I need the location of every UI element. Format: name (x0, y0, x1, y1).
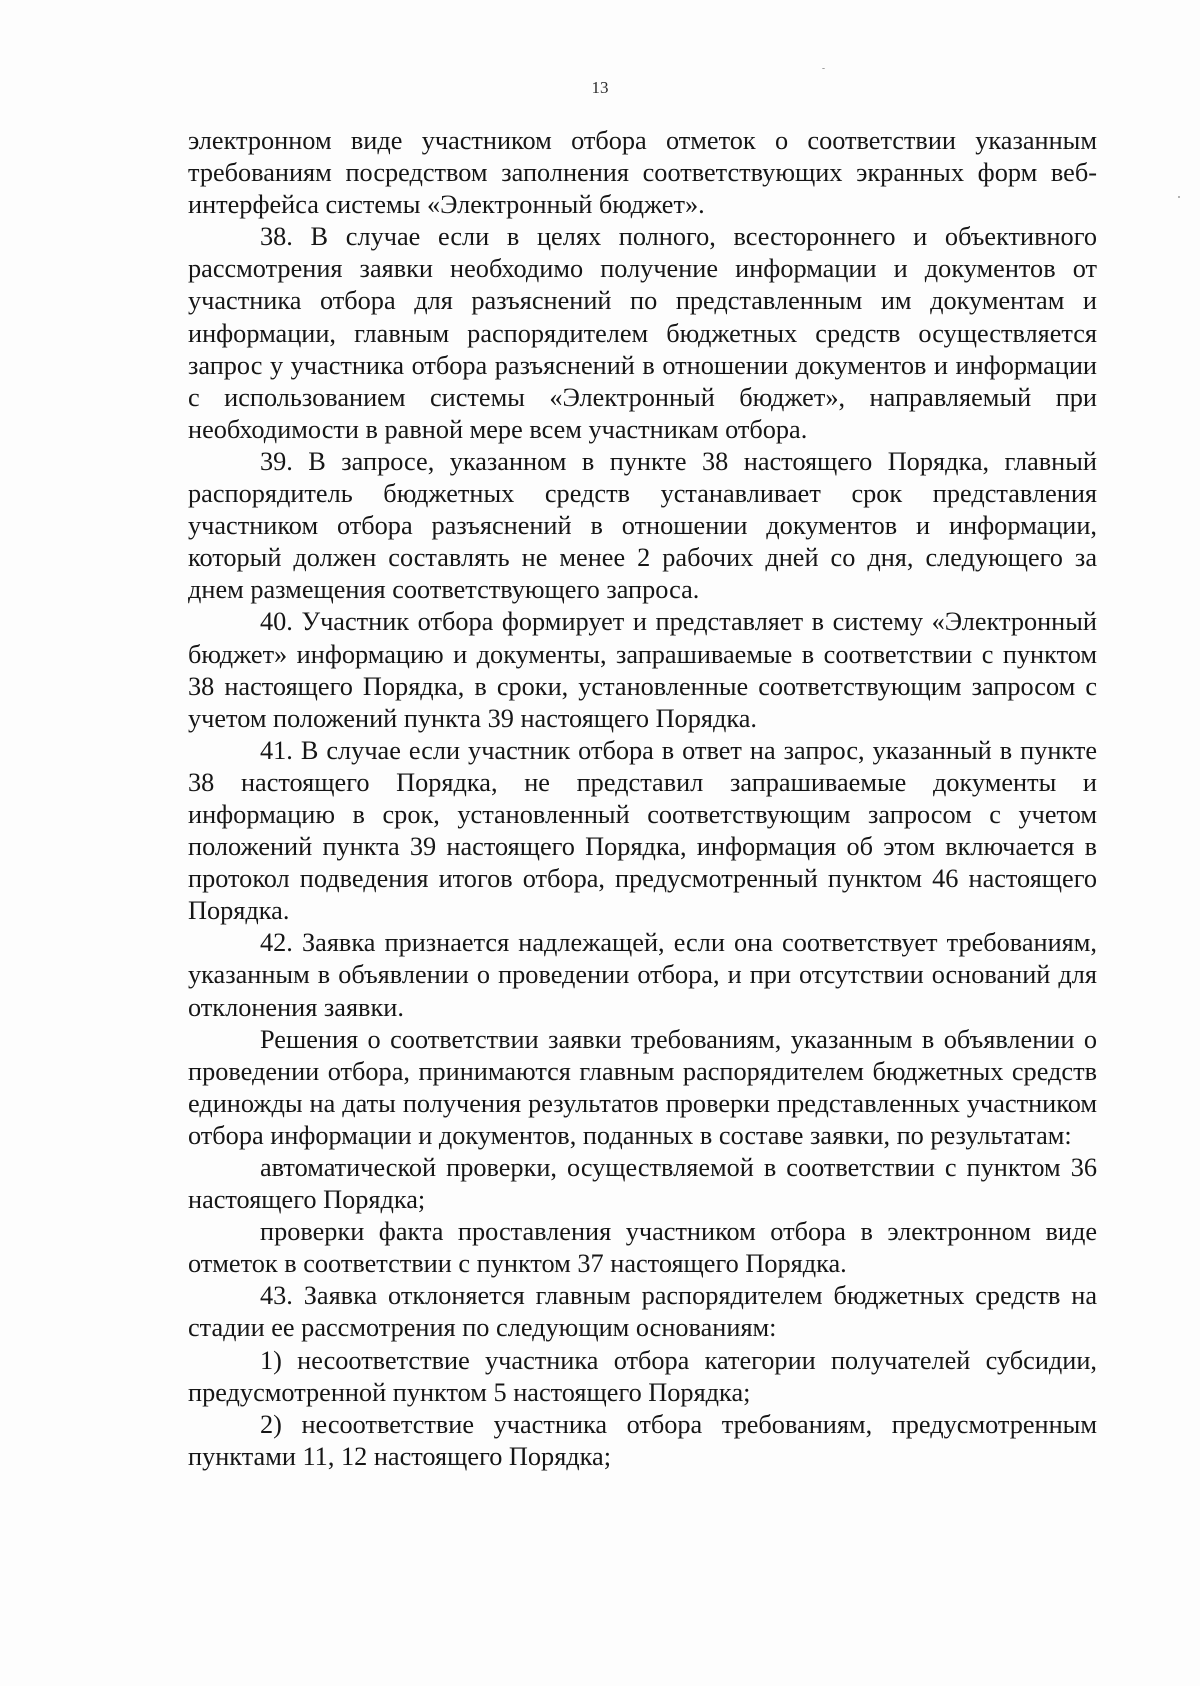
scan-speck (1178, 196, 1180, 198)
paragraph-41: 41. В случае если участник отбора в ответ на запрос, указанный в пункте 38 настоящего Порядка, не представил запрашиваемые документы и информацию в срок, установленный соответствующим запросом с учетом положений пункта 39 настоящего Порядка, информация об этом включается в протокол подведения итогов отбора, предусмотренный пунктом 46 настоящего Порядка. (188, 735, 1097, 926)
page-number: 13 (591, 78, 609, 97)
document-body (188, 125, 1097, 1473)
paragraph-39: 39. В запросе, указанном в пункте 38 настоящего Порядка, главный распорядитель бюджетных средств устанавливает срок представления участником отбора разъяснений в отношении документов и информации, который должен составлять не менее 2 рабочих дней со дня, следующего за днем размещения соответствующего запроса. (188, 446, 1097, 605)
list-item-1: 1) несоответствие участника отбора категории получателей субсидии, предусмотренной пунктом 5 настоящего Порядка; (188, 1345, 1097, 1407)
paragraph-automatic-check: автоматической проверки, осуществляемой в соответствии с пунктом 36 настоящего Порядка; (188, 1153, 1097, 1215)
paragraph-decisions: Решения о соответствии заявки требованиям, указанным в объявлении о проведении отбора, принимаются главным распорядителем бюджетных средств единожды на даты получения результатов проверки представленных участником отбора информации и документов, поданных в составе заявки, по результатам: (188, 1024, 1097, 1150)
paragraph-42: 42. Заявка признается надлежащей, если она соответствует требованиям, указанным в объявлении о проведении отбора, и при отсутствии оснований для отклонения заявки. (188, 928, 1097, 1022)
paragraph-continuation: электронном виде участником отбора отметок о соответствии указанным требованиям посредством заполнения соответствующих экранных форм веб-интерфейса системы «Электронный бюджет». (188, 126, 1097, 220)
paragraph-38: 38. В случае если в целях полного, всестороннего и объективного рассмотрения заявки необходимо получение информации и документов от участника отбора для разъяснений по представленным им документам и информации, главным распорядителем бюджетных средств осуществляется запрос у участника отбора разъяснений в отношении документов и информации с использованием системы «Электронный бюджет», направляемый при необходимости в равной мере всем участникам отбора. (188, 222, 1097, 444)
scan-speck (822, 68, 825, 69)
paragraph-40: 40. Участник отбора формирует и представляет в систему «Электронный бюджет» информацию и документы, запрашиваемые в соответствии с пунктом 38 настоящего Порядка, в сроки, установленные соответствующим запросом с учетом положений пункта 39 настоящего Порядка. (188, 607, 1097, 733)
paragraph-43: 43. Заявка отклоняется главным распорядителем бюджетных средств на стадии ее рассмотрения по следующим основаниям: (188, 1281, 1097, 1343)
paragraph-marks-check: проверки факта проставления участником отбора в электронном виде отметок в соответствии с пунктом 37 настоящего Порядка. (188, 1217, 1097, 1279)
list-item-2: 2) несоответствие участника отбора требованиям, предусмотренным пунктами 11, 12 настоящего Порядка; (188, 1409, 1097, 1471)
